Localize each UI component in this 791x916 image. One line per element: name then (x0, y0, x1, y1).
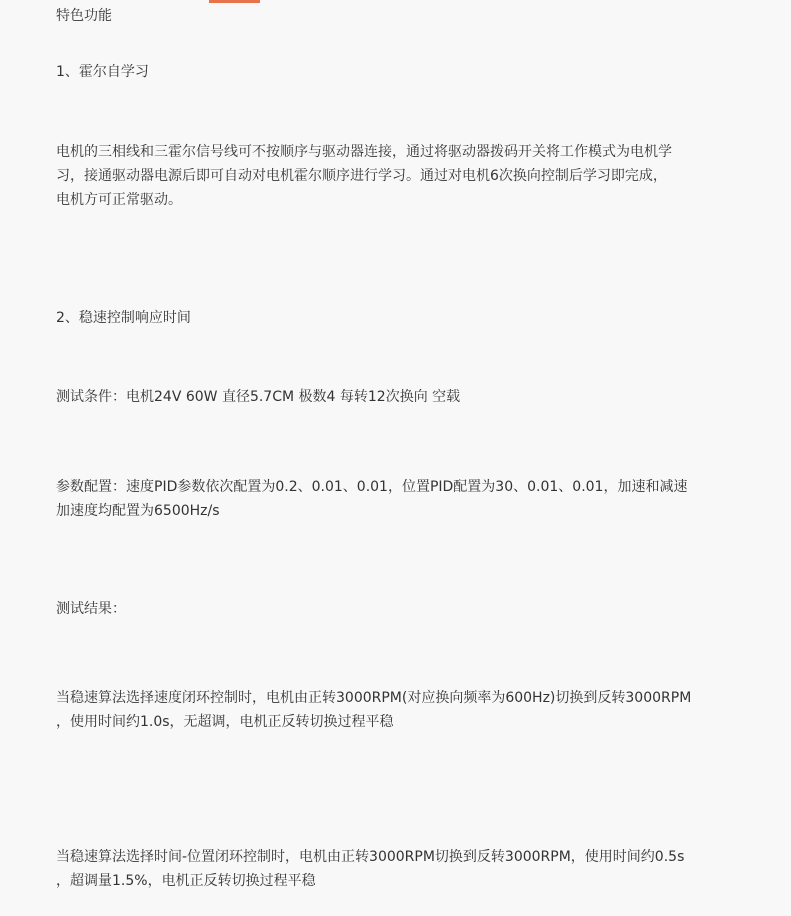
test-conditions: 测试条件：电机24V 60W 直径5.7CM 极数4 每转12次换向 空载 (56, 389, 461, 405)
params-config-line: 加速度均配置为6500Hz/s (56, 503, 220, 519)
results-label: 测试结果： (56, 601, 126, 617)
feature-1-heading: 1、霍尔自学习 (56, 64, 149, 80)
feature-1-body-line: 习，接通驱动器电源后即可自动对电机霍尔顺序进行学习。通过对电机6次换向控制后学习即完成， (56, 168, 667, 184)
result-2-line: ，超调量1.5%，电机正反转切换过程平稳 (56, 873, 316, 889)
params-config-line: 参数配置：速度PID参数依次配置为0.2、0.01、0.01，位置PID配置为30、0.01、0.01，加速和减速 (56, 479, 688, 495)
feature-2-heading: 2、稳速控制响应时间 (56, 310, 191, 326)
feature-1-body (56, 140, 756, 212)
result-1-line: 当稳速算法选择速度闭环控制时，电机由正转3000RPM(对应换向频率为600Hz)切换到反转3000RPM (56, 690, 692, 706)
result-1-line: ，使用时间约1.0s，无超调，电机正反转切换过程平稳 (56, 714, 394, 730)
accent-bar (209, 0, 260, 3)
feature-1-body-line: 电机的三相线和三霍尔信号线可不按顺序与驱动器连接，通过将驱动器拨码开关将工作模式为电机学 (56, 144, 672, 160)
section-title: 特色功能 (56, 8, 112, 24)
params-config (56, 475, 756, 523)
result-2-line: 当稳速算法选择时间-位置闭环控制时，电机由正转3000RPM切换到反转3000RPM，使用时间约0.5s (56, 849, 685, 865)
feature-1-body-line: 电机方可正常驱动。 (56, 192, 182, 208)
result-2 (56, 845, 756, 893)
result-1 (56, 686, 756, 734)
